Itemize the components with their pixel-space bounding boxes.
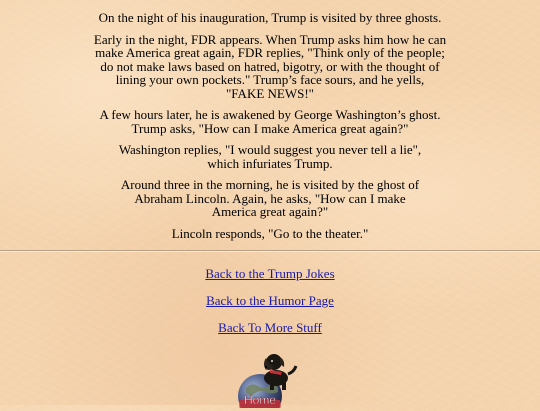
link-trump-jokes[interactable]: Back to the Trump Jokes — [205, 266, 335, 281]
story-paragraph-1: On the night of his inauguration, Trump is visited by three ghosts. — [98, 10, 442, 25]
story-paragraph-4: Washington replies, "I would suggest you never tell a lie", which infuriates Trump. — [118, 142, 422, 171]
home-label: Home — [243, 393, 277, 407]
link-humor-page[interactable]: Back to the Humor Page — [206, 293, 334, 308]
story-paragraph-6: Lincoln responds, "Go to the theater." — [171, 225, 369, 241]
story-paragraph-2: Early in the night, FDR appears. When Trump asks him how he can make America great again, FDR replies, "Think only of the people; do not make laws based on hatred, bigotry, or with the thought of lining your own pockets." Trump’s face sours, and he yells, "FAKE NEWS!" — [93, 31, 447, 101]
dog-on-globe-icon — [236, 352, 300, 408]
link-more-stuff[interactable]: Back To More Stuff — [218, 320, 322, 335]
navigation-links — [0, 267, 540, 348]
home-button[interactable] — [236, 352, 300, 408]
story-paragraph-5: Around three in the morning, he is visited by the ghost of Abraham Lincoln. Again, he asks, "How can I make America great again?" — [120, 177, 420, 219]
story-paragraph-3: A few hours later, he is awakened by George Washington’s ghost. Trump asks, "How can I make America great again?" — [99, 107, 441, 136]
horizontal-divider — [0, 250, 540, 252]
